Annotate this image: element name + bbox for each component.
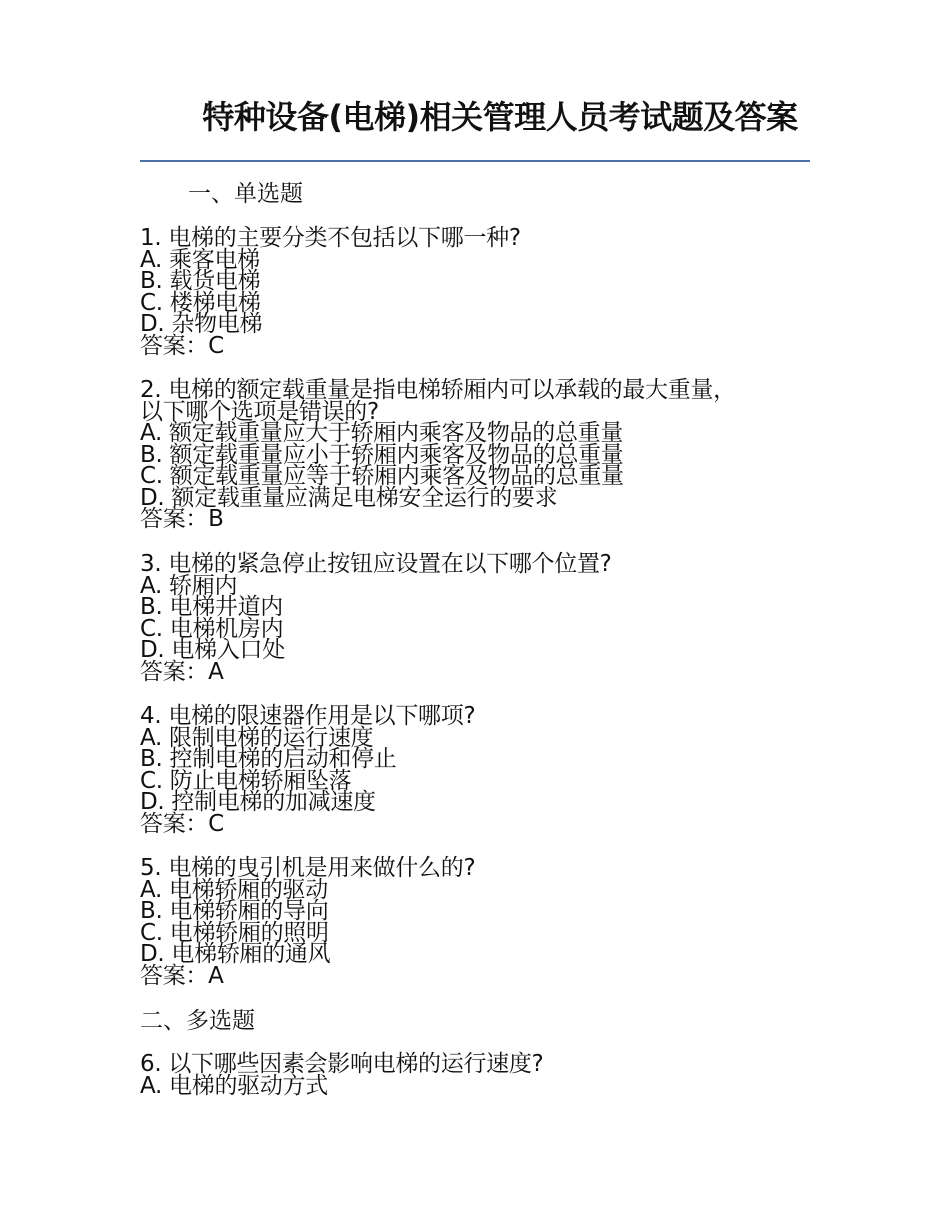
section-heading-multiple-choice: 二、多选题 bbox=[140, 1008, 255, 1034]
option: A. 乘客电梯 bbox=[140, 246, 260, 273]
question-stem: 4. 电梯的限速器作用是以下哪项? bbox=[140, 703, 476, 729]
question-stem: 3. 电梯的紧急停止按钮应设置在以下哪个位置? bbox=[140, 551, 612, 577]
option: D. 控制电梯的加减速度 bbox=[140, 789, 376, 815]
question-block bbox=[140, 377, 820, 532]
option: D. 额定载重量应满足电梯安全运行的要求 bbox=[140, 484, 558, 511]
question-stem: 5. 电梯的曳引机是用来做什么的? bbox=[140, 855, 476, 881]
question-block bbox=[140, 551, 820, 685]
question-stem: 以下哪个选项是错误的? bbox=[140, 398, 379, 425]
question-block bbox=[140, 225, 820, 359]
option: C. 防止电梯轿厢坠落 bbox=[140, 767, 352, 794]
option: B. 额定载重量应小于轿厢内乘客及物品的总重量 bbox=[140, 441, 624, 468]
option: B. 电梯轿厢的导向 bbox=[140, 898, 329, 924]
option: A. 限制电梯的运行速度 bbox=[140, 724, 374, 751]
answer-line: 答案：C bbox=[140, 810, 224, 837]
question-stem: 1. 电梯的主要分类不包括以下哪一种? bbox=[140, 225, 521, 251]
answer-line: 答案：C bbox=[140, 332, 224, 359]
question-block bbox=[140, 703, 820, 837]
question-block bbox=[140, 1051, 820, 1099]
option: C. 电梯轿厢的照明 bbox=[140, 919, 329, 946]
option: D. 杂物电梯 bbox=[140, 311, 263, 337]
question-block bbox=[140, 855, 820, 989]
option: C. 额定载重量应等于轿厢内乘客及物品的总重量 bbox=[140, 463, 624, 489]
option: B. 电梯井道内 bbox=[140, 594, 284, 620]
question-stem: 2. 电梯的额定载重量是指电梯轿厢内可以承载的最大重量， bbox=[140, 377, 736, 403]
document-title: 特种设备(电梯)相关管理人员考试题及答案 bbox=[202, 98, 798, 136]
option: C. 电梯机房内 bbox=[140, 615, 284, 642]
option: A. 电梯的驱动方式 bbox=[140, 1072, 328, 1099]
section-heading-single-choice: 一、单选题 bbox=[188, 181, 303, 207]
option: B. 载货电梯 bbox=[140, 268, 261, 294]
option: C. 楼梯电梯 bbox=[140, 289, 261, 316]
question-stem: 6. 以下哪些因素会影响电梯的运行速度? bbox=[140, 1051, 544, 1077]
title-underline bbox=[140, 160, 810, 162]
answer-line: 答案：B bbox=[140, 506, 224, 532]
option: D. 电梯入口处 bbox=[140, 637, 285, 663]
answer-line: 答案：A bbox=[140, 962, 224, 989]
option: A. 电梯轿厢的驱动 bbox=[140, 876, 328, 903]
option: B. 控制电梯的启动和停止 bbox=[140, 746, 397, 772]
option: A. 轿厢内 bbox=[140, 572, 238, 599]
answer-line: 答案：A bbox=[140, 658, 224, 685]
option: D. 电梯轿厢的通风 bbox=[140, 941, 331, 967]
option: A. 额定载重量应大于轿厢内乘客及物品的总重量 bbox=[140, 420, 624, 446]
